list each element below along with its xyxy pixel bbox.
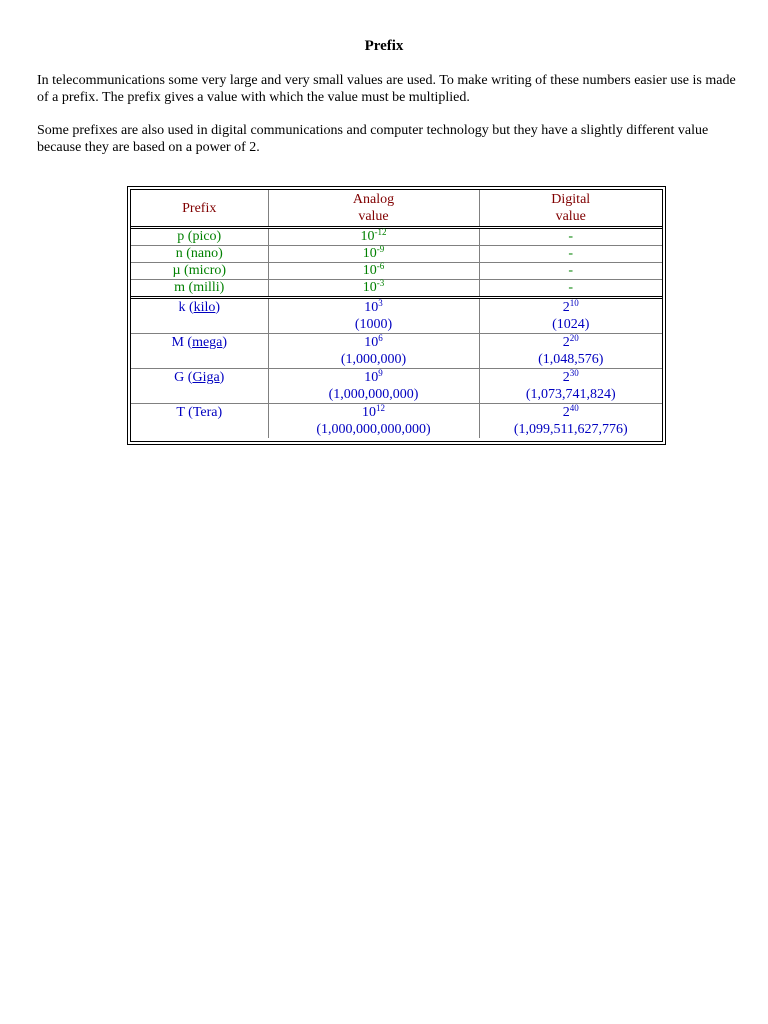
analog-base: 10	[364, 300, 379, 315]
analog-base: 10	[362, 263, 377, 278]
header-digital-line2: value	[555, 209, 586, 224]
analog-value-cell	[268, 404, 479, 439]
digital-exponent: 20	[569, 333, 579, 343]
header-digital	[479, 190, 662, 228]
analog-exponent: 3	[378, 298, 383, 308]
analog-exponent: -3	[376, 278, 385, 288]
analog-full-value: (1,000,000,000,000)	[316, 422, 431, 437]
digital-base: 2	[562, 335, 570, 350]
analog-full-value: (1,000,000,000)	[328, 387, 419, 402]
digital-base: 2	[562, 370, 570, 385]
analog-exponent: 6	[378, 333, 383, 343]
digital-value-cell: -	[479, 228, 662, 246]
digital-value-cell: -	[479, 280, 662, 298]
analog-value-cell	[268, 263, 479, 280]
analog-exponent: 12	[376, 403, 385, 413]
digital-exponent: 30	[569, 368, 579, 378]
binary-prefix-paragraph: Some prefixes are also used in digital communications and computer technology but they have a slightly different value because they are based on a power of 2.	[37, 123, 709, 155]
prefix-symbol: M	[171, 335, 184, 350]
prefix-cell: p (pico)	[131, 228, 268, 246]
intro-paragraph: In telecommunications some very large and very small values are used. To make writing of these numbers easier use is made of a prefix. The prefix gives a value with which the value must be multiplied.	[37, 73, 736, 105]
analog-exponent: 9	[378, 368, 383, 378]
analog-exponent: -9	[376, 244, 385, 254]
prefix-symbol: G	[174, 370, 185, 385]
prefix-name: Tera	[192, 405, 218, 420]
prefix-name-link[interactable]: Giga	[192, 370, 220, 385]
analog-base: 10	[360, 229, 375, 244]
prefix-name: nano	[190, 246, 219, 261]
prefix-symbol: n	[175, 246, 183, 261]
digital-base: 2	[562, 300, 570, 315]
prefix-symbol: k	[178, 300, 186, 315]
prefix-cell: G (Giga)	[131, 369, 268, 404]
prefix-cell: k (kilo)	[131, 298, 268, 334]
digital-full-value: (1,048,576)	[538, 352, 604, 367]
prefix-name: micro	[188, 263, 222, 278]
digital-value-cell	[479, 369, 662, 404]
digital-value-cell: -	[479, 246, 662, 263]
table-row	[131, 263, 662, 280]
analog-base: 10	[362, 405, 376, 420]
prefix-cell: n (nano)	[131, 246, 268, 263]
analog-base: 10	[362, 280, 377, 295]
table-row	[131, 369, 662, 404]
prefix-table-frame	[127, 186, 666, 445]
digital-exponent: 40	[569, 403, 579, 413]
prefix-cell: M (mega)	[131, 334, 268, 369]
header-analog-line2: value	[358, 209, 389, 224]
analog-full-value: (1,000,000)	[340, 352, 407, 367]
prefix-symbol: m	[174, 280, 186, 295]
prefix-cell: T (Tera)	[131, 404, 268, 439]
analog-base: 10	[362, 246, 377, 261]
table-row	[131, 246, 662, 263]
table-row	[131, 228, 662, 246]
table-row	[131, 280, 662, 298]
table-row	[131, 334, 662, 369]
digital-value-cell	[479, 298, 662, 334]
prefix-table	[131, 190, 662, 438]
analog-value-cell	[268, 228, 479, 246]
prefix-symbol: p	[177, 229, 185, 244]
analog-exponent: -12	[374, 227, 387, 237]
prefix-name-link[interactable]: kilo	[193, 300, 216, 315]
analog-value-cell	[268, 369, 479, 404]
analog-value-cell	[268, 280, 479, 298]
digital-value-cell	[479, 404, 662, 439]
digital-full-value: (1,099,511,627,776)	[513, 422, 628, 437]
header-digital-line1: Digital	[551, 192, 591, 207]
prefix-symbol: µ	[172, 263, 181, 278]
digital-exponent: 10	[569, 298, 579, 308]
analog-base: 10	[364, 335, 379, 350]
header-analog-line1: Analog	[352, 192, 395, 207]
prefix-name: milli	[193, 280, 220, 295]
prefix-cell: m (milli)	[131, 280, 268, 298]
prefix-name: pico	[192, 229, 217, 244]
analog-base: 10	[364, 370, 379, 385]
digital-base: 2	[562, 405, 570, 420]
prefix-cell: µ (micro)	[131, 263, 268, 280]
analog-exponent: -6	[376, 261, 385, 271]
table-header-row	[131, 190, 662, 228]
header-analog	[268, 190, 479, 228]
prefix-symbol: T	[176, 405, 185, 420]
page-title: Prefix	[364, 38, 404, 54]
digital-value-cell	[479, 334, 662, 369]
prefix-table-inner	[130, 189, 663, 442]
analog-value-cell	[268, 334, 479, 369]
digital-full-value: (1024)	[552, 317, 590, 332]
digital-value-cell: -	[479, 263, 662, 280]
analog-full-value: (1000)	[354, 317, 393, 332]
digital-full-value: (1,073,741,824)	[525, 387, 616, 402]
analog-value-cell	[268, 298, 479, 334]
prefix-name-link[interactable]: mega	[192, 335, 223, 350]
analog-value-cell	[268, 246, 479, 263]
table-row	[131, 298, 662, 334]
header-prefix: Prefix	[131, 190, 268, 228]
table-row	[131, 404, 662, 439]
